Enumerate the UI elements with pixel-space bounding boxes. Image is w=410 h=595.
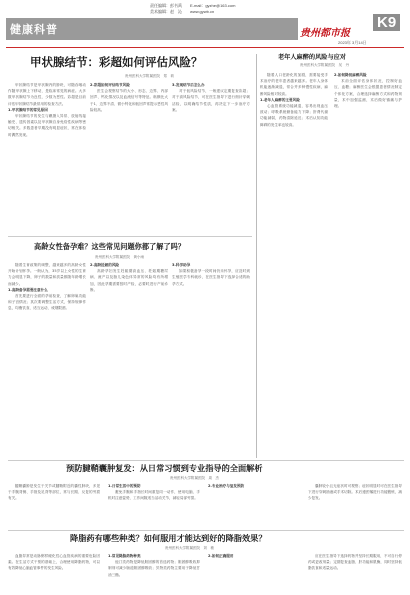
header-divider — [6, 47, 404, 48]
paragraph: 高龄孕妇发生妊娠期高血压、妊娠期糖尿病、流产以及胎儿染色体异常的风险均有所增加，因此孕期需要按时产检，必要时进行产前诊断。 — [90, 269, 168, 292]
article-column — [208, 483, 300, 527]
subheading: 1.甲状腺结节的常见原因 — [8, 107, 48, 112]
article-column — [334, 72, 402, 456]
paragraph: 囊肿较小且无症状时可观察；症状明显时可在医生指导下进行穿刺抽液或手术切除。术后遵医嘱进行功能锻炼，减少复发。 — [308, 484, 402, 501]
paragraph: 术前全面评估身体状况，控制好血压、血糖；麻醉医生会根据患者情况制定个体化方案，合理选择麻醉方式和药物剂量，术中加强监测，术后做好镇痛与护理。 — [334, 79, 402, 109]
subheading: 2.专业治疗与复发预防 — [208, 484, 245, 488]
editor-info-line: 责任编辑：彭书禹 E-mail：gyzhe@163.com — [150, 3, 236, 8]
article-byline: 贵州医科大学附属医院 吴 丹 — [300, 63, 349, 67]
issue-date: 2023年 3月14日 — [338, 40, 367, 45]
page-number: K9 — [373, 14, 400, 31]
paragraph: 血脂异常是动脉粥样硬化性心血管疾病的重要危险因素。在生活方式干预的基础上，合理使用降脂药物，可以有效降低心脑血管事件的发生风险。 — [8, 554, 100, 571]
paragraph: 他汀类药物是降低胆固醇的首选药物；胆固醇吸收抑制剂可减少肠道胆固醇吸收；贝特类药物主要用于降低甘油三酯。 — [108, 560, 200, 577]
paragraph: 应在医生指导下选择药物并坚持长期服用，不可自行停药或更改剂量；定期复查血脂、肝功能和肌酶，同时坚持低脂饮食和适量运动。 — [308, 554, 402, 571]
paragraph: 随着生育政策的调整，越来越多的高龄女性开始计划怀孕。一般认为，35岁以上女性的生育力会明显下降，卵子的数量和质量都随年龄增长而减少。 — [8, 263, 86, 286]
paragraph: 甲状腺结节是甲状腺内的肿块，可随吞咽动作随甲状腺上下移动，是临床常见的病症。大多数甲状腺结节为良性，少数为恶性。彩超是目前评估甲状腺结节最常用的检查方法。 — [8, 83, 86, 106]
article-column — [90, 82, 168, 230]
paragraph: 对于低风险结节，一般建议定期复查彩超；对于高风险结节，可在医生指导下进行细针穿刺活检，以明确结节性质，再决定下一步治疗方案。 — [172, 89, 250, 112]
subheading: 3.科学助孕 — [172, 263, 191, 267]
article-column — [8, 483, 100, 527]
subheading: 1.高龄备孕需要注意什么 — [8, 287, 48, 292]
subheading: 1.常见降脂药物种类 — [108, 554, 141, 558]
article-byline: 贵州医科大学附属医院 周 杰 — [170, 476, 219, 480]
article-title: 预防腱鞘囊肿复发：从日常习惯到专业指导的全面解析 — [66, 463, 263, 473]
paragraph: 腱鞘囊肿是发生于关节或腱鞘附近的囊性肿块，多见于手腕背侧、手指及足背等部位，常与长期、反复的劳损有关。 — [8, 484, 100, 501]
article-byline: 贵州医科大学附属医院 郑 莉 — [125, 74, 174, 78]
subheading: 2.如何正确服用 — [208, 554, 234, 558]
subheading: 3.发现结节后怎么办 — [172, 83, 205, 87]
column-divider — [256, 54, 257, 458]
editor-info-line: 美术编辑：赵 沁 www.gywb.cn — [150, 9, 215, 14]
article-column — [172, 82, 250, 230]
subheading: 2.高龄妊娠的风险 — [90, 263, 120, 267]
article-column — [108, 553, 200, 593]
paragraph: 心血管系统功能减退，容易出现血压波动；呼吸系统储备能力下降；肝肾代谢功能减弱，药物清除延迟；术后认知功能障碍的发生率也较高。 — [260, 104, 328, 127]
article-title: 甲状腺结节：彩超如何评估风险？ — [30, 55, 203, 69]
paragraph: 避免手腕和手指长时间重复同一动作，使用电脑、手机时注意姿势，工作间隙适当活动关节，减轻局部劳损。 — [108, 490, 200, 501]
article-column — [208, 553, 300, 593]
article-byline: 贵州医科大学附属医院 黄小雨 — [95, 255, 144, 259]
paragraph: 首先要进行全面的孕前检查，了解卵巢功能和子宫情况；其次要调整生活方式，保持规律作息，均衡饮食，适当运动，戒烟限酒。 — [8, 294, 86, 311]
paragraph: 如果积极备孕一段时间仍未怀孕，应及时到生殖医学专科就诊，在医生指导下选择合适的助孕方式。 — [172, 269, 250, 286]
article-title: 降脂药有哪些种类？如何服用才能达到好的降脂效果？ — [70, 533, 267, 543]
article-column — [260, 72, 328, 456]
article-title: 高龄女性备孕难？这些常见问题你都了解了吗？ — [34, 242, 185, 251]
article-column — [8, 262, 86, 454]
paragraph: 随着人口老龄化的加剧，需要接受手术治疗的老年患者越来越多。老年人身体机能逐渐减退，常合并多种慢性疾病，麻醉风险相对较高。 — [260, 73, 328, 96]
article-title: 老年人麻醉的风险与应对 — [278, 54, 347, 61]
subheading: 1.老年人麻醉的主要风险 — [260, 97, 300, 102]
section-title: 健康科普 — [10, 24, 58, 36]
newspaper-logo: 贵州都市报 — [300, 28, 350, 39]
subheading: 1.日常生活中的预防 — [108, 484, 141, 488]
article-divider — [8, 460, 404, 461]
article-column — [308, 553, 402, 593]
article-divider — [8, 530, 404, 531]
article-column — [172, 262, 250, 454]
article-column — [90, 262, 168, 454]
paragraph: 医生会观察结节的大小、形态、边界、内部回声、钙化情况以及血流信号等特征。纵横比大于1、边界不清、微小钙化和低回声常提示恶性风险较高。 — [90, 89, 168, 112]
article-column — [308, 483, 402, 527]
article-column — [108, 483, 200, 527]
editor-info — [150, 3, 235, 15]
paragraph: 甲状腺结节的发生与碘摄入异常、放射线接触史、遗传因素以及甲状腺自身免疫性疾病等密切相关。多数患者早期没有明显症状，常在体检时偶然发现。 — [8, 114, 86, 137]
article-byline: 贵州医科大学附属医院 刘 敏 — [165, 546, 214, 550]
subheading: 2.彩超如何评估结节风险 — [90, 83, 130, 87]
page-header — [0, 0, 410, 45]
article-divider — [8, 236, 252, 237]
article-column — [8, 553, 100, 593]
article-column — [8, 82, 86, 230]
subheading: 2.如何降低麻醉风险 — [334, 73, 367, 77]
